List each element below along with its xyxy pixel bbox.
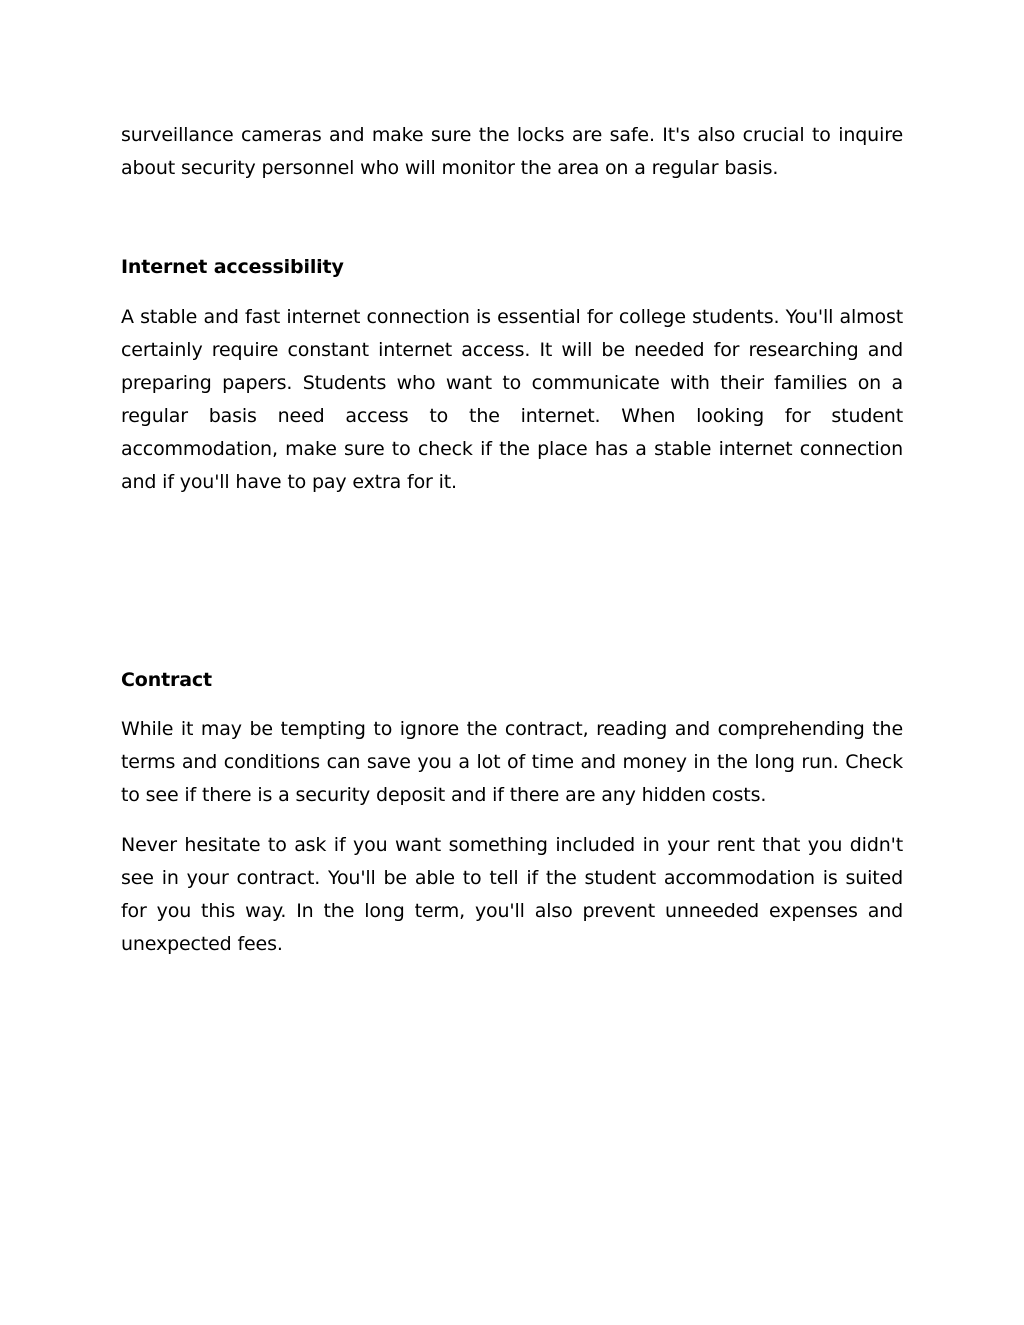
intro-paragraph: surveillance cameras and make sure the locks are safe. It's also crucial to inquire about security personnel who will monitor the area on a regular basis. (121, 124, 903, 179)
contract-heading: Contract (121, 669, 212, 691)
contract-paragraph-1: While it may be tempting to ignore the contract, reading and comprehending the terms and conditions can save you a lot of time and money in the long run. Check to see if there is a security deposit and if there are any hidden costs. (121, 718, 903, 806)
internet-accessibility-paragraph: A stable and fast internet connection is essential for college students. You'll almost certainly require constant internet access. It will be needed for researching and preparing papers. Students who want to communicate with their families on a regular basis need access to the internet. When looking for student accommodation, make sure to check if the place has a stable internet connection and if you'll have to pay extra for it. (121, 306, 903, 493)
internet-accessibility-heading: Internet accessibility (121, 256, 344, 278)
contract-paragraph-2: Never hesitate to ask if you want something included in your rent that you didn't see in your contract. You'll be able to tell if the student accommodation is suited for you this way. In the long term, you'll also prevent unneeded expenses and unexpected fees. (121, 834, 903, 955)
